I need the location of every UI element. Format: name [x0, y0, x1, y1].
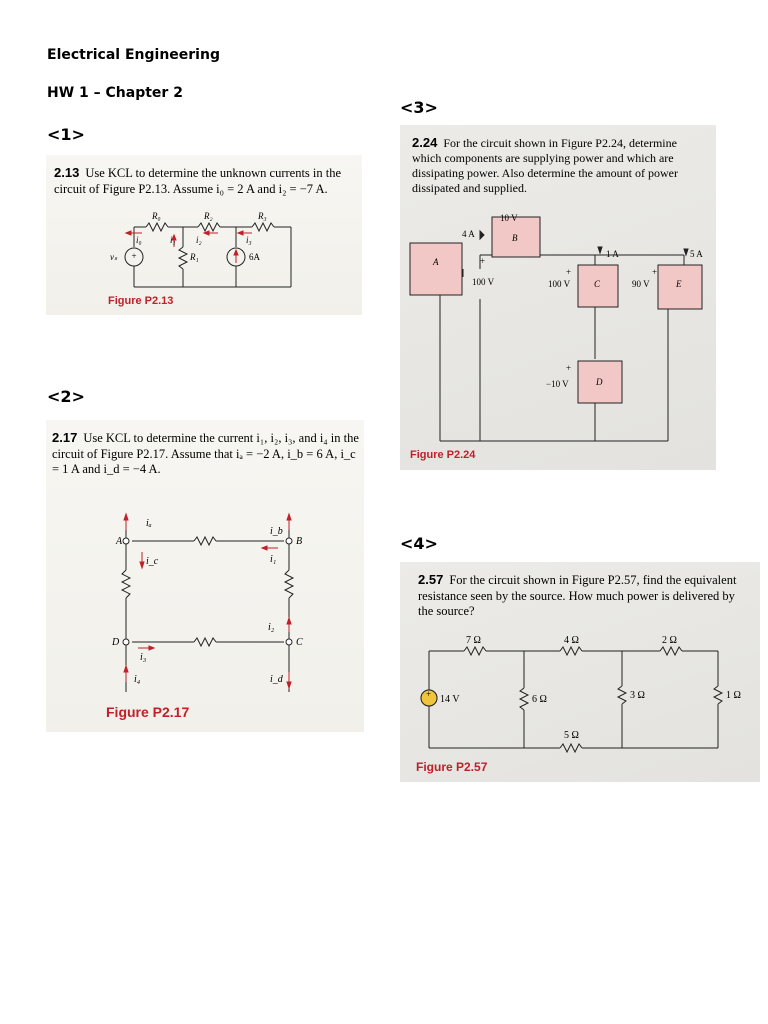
label-i3: i₃: [140, 652, 147, 663]
section-tag-4: <4>: [400, 534, 438, 553]
circuit-p2-24: [400, 125, 716, 470]
label-r2: R₂: [204, 211, 213, 221]
node-d: D: [112, 637, 120, 648]
label-6ohm: 6 Ω: [532, 694, 547, 705]
section-tag-3: <3>: [400, 98, 438, 117]
comp-e: E: [676, 279, 682, 289]
label-2ohm: 2 Ω: [662, 635, 677, 646]
label-90v: 90 V: [632, 279, 650, 289]
problem-number: 2.57: [418, 572, 444, 587]
svg-text:+: +: [652, 267, 658, 277]
label-ia: iₐ: [146, 518, 152, 529]
problem-2-17-photo: [46, 420, 364, 732]
figure-caption-p2-57: Figure P2.57: [416, 760, 488, 774]
figure-caption-p2-17: Figure P2.17: [106, 704, 190, 720]
label-i1: i₁: [270, 554, 277, 565]
circuit-p2-13: [46, 155, 362, 315]
comp-c: C: [594, 279, 601, 289]
label-ic: i_c: [146, 556, 159, 567]
figure-caption-p2-24: Figure P2.24: [410, 449, 476, 461]
node-b: B: [296, 536, 303, 547]
label-vs: vₛ: [110, 252, 118, 262]
label-6a: 6A: [249, 252, 260, 262]
problem-number: 2.17: [52, 430, 78, 445]
svg-text:+: +: [131, 251, 137, 261]
svg-text:+: +: [566, 267, 572, 277]
label-5a: 5 A: [690, 249, 703, 259]
label-100v-c: 100 V: [548, 279, 571, 289]
label-14v: 14 V: [440, 694, 460, 705]
course-title: Electrical Engineering: [47, 47, 220, 63]
label-7ohm: 7 Ω: [466, 635, 481, 646]
problem-2-57-photo: [400, 562, 760, 782]
problem-statement: Use KCL to determine the current i₁, i₂, i₃, and i₄ in the circuit of Figure P2.17. Assume that iₐ = −2 A, i_b = 6 A, i_c = 1 A and i_d = −4 A.: [52, 431, 359, 477]
problem-statement: Use KCL to determine the unknown currents in the circuit of Figure P2.13. Assume i₀ = 2 A and i₂ = −7 A.: [54, 166, 342, 196]
label-1a: 1 A: [606, 249, 619, 259]
label-ib: i_b: [270, 526, 283, 537]
circuit-p2-17: [46, 420, 364, 732]
node-a: A: [116, 536, 123, 547]
label-4ohm: 4 Ω: [564, 635, 579, 646]
figure-caption-p2-13: Figure P2.13: [108, 295, 174, 307]
label-i4: i₄: [134, 674, 141, 685]
problem-statement: For the circuit shown in Figure P2.24, determine which components are supplying power and which are dissipating power. Also determine the amount of power dissipated and supplied.: [412, 136, 678, 196]
svg-text:+: +: [426, 689, 432, 699]
problem-statement: For the circuit shown in Figure P2.57, find the equivalent resistance seen by the source. How much power is delivered by the source?: [418, 573, 737, 619]
comp-a: A: [433, 257, 439, 267]
node-c: C: [296, 637, 303, 648]
problem-number: 2.13: [54, 165, 80, 180]
comp-d: D: [596, 377, 603, 387]
section-tag-2: <2>: [47, 387, 85, 406]
label-i0: i₀: [136, 235, 142, 245]
section-tag-1: <1>: [47, 125, 85, 144]
problem-2-24-photo: [400, 125, 716, 470]
label-3ohm: 3 Ω: [630, 690, 645, 701]
label-100v-a: 100 V: [472, 277, 495, 287]
label-i3: i₃: [246, 235, 252, 245]
label-4a: 4 A: [462, 229, 475, 239]
label-i1: i₁: [170, 235, 176, 245]
label-r3: R₃: [258, 211, 267, 221]
label-r0: R₀: [152, 211, 161, 221]
label-id: i_d: [270, 674, 283, 685]
svg-text:+: +: [566, 363, 572, 373]
problem-2-13-photo: [46, 155, 362, 315]
problem-number: 2.24: [412, 135, 438, 150]
label-r1: R₁: [190, 252, 199, 262]
label-5ohm: 5 Ω: [564, 730, 579, 741]
label-10v: 10 V: [500, 213, 518, 223]
svg-text:+: +: [480, 256, 486, 266]
label-neg10v: −10 V: [546, 379, 569, 389]
comp-b: B: [512, 233, 518, 243]
label-i2: i₂: [268, 622, 275, 633]
circuit-p2-57: [400, 562, 760, 782]
label-1ohm: 1 Ω: [726, 690, 741, 701]
label-i2: i₂: [196, 235, 202, 245]
assignment-title: HW 1 – Chapter 2: [47, 85, 183, 101]
